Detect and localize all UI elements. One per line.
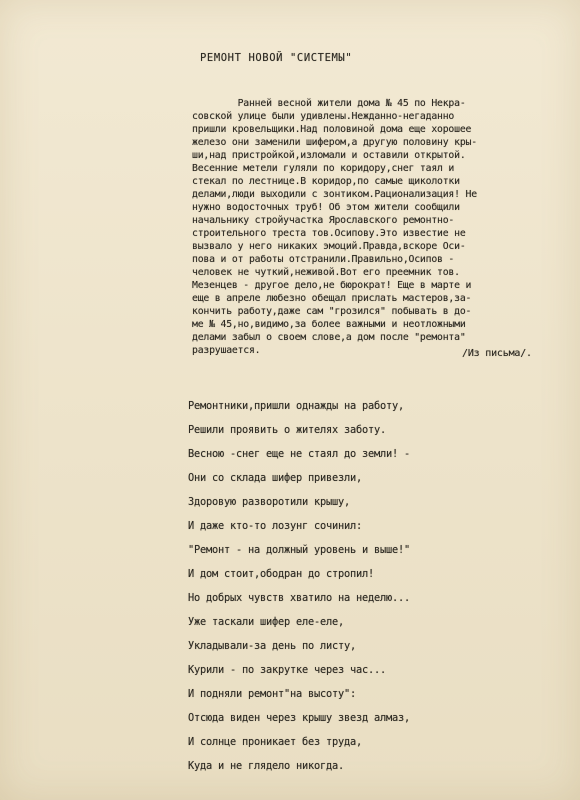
poem-line: И даже кто-то лозунг сочинил: xyxy=(188,520,362,532)
prose-line: Мезенцев - другое дело,не бюрократ! Еще в марте и xyxy=(192,280,472,291)
poem-line: И дом стоит,ободран до стропил! xyxy=(188,568,374,580)
prose-line: ши,над пристройкой,изломали и оставили открытой. xyxy=(192,150,466,161)
prose-line: делами,люди выходили с зонтиком.Рационализация! Не xyxy=(192,189,477,200)
prose-line: Ранней весной жители дома № 45 по Некра- xyxy=(192,98,466,109)
source-signature: /Из письма/. xyxy=(462,348,532,359)
poem-line: Укладывали-за день по листу, xyxy=(188,640,356,652)
poem-line: Отсюда виден через крышу звезд алмаз, xyxy=(188,712,410,724)
poem-line: Решили проявить о жителях заботу. xyxy=(188,424,386,436)
prose-line: пова и от работы отстранили.Правильно,Осипов - xyxy=(192,254,455,265)
prose-line: вызвало у него никаких эмоций.Правда,вскоре Оси- xyxy=(192,241,466,252)
prose-line: кончить работу,даже сам "грозился" побывать в до- xyxy=(192,306,472,317)
prose-line: Весенние метели гуляли по коридору,снег таял и xyxy=(192,163,455,174)
prose-line: железо они заменили шифером,а другую половину кры- xyxy=(192,137,477,148)
prose-line: разрушается. xyxy=(192,345,261,356)
prose-line: делами забыл о своем слове,а дом после "ремонта" xyxy=(192,332,466,343)
poem-line: Уже таскали шифер еле-еле, xyxy=(188,616,344,628)
poem-line: Ремонтники,пришли однажды на работу, xyxy=(188,400,404,412)
poem-line: Но добрых чувств хватило на неделю... xyxy=(188,592,410,604)
prose-line: нужно водосточных труб! Об этом жители сообщили xyxy=(192,202,460,213)
prose-line: строительного треста тов.Осипову.Это известие не xyxy=(192,228,466,239)
poem-line: И солнце проникает без труда, xyxy=(188,736,362,748)
poem-line: "Ремонт - на должный уровень и выше!" xyxy=(188,544,410,556)
poem-line: Курили - по закрутке через час... xyxy=(188,664,386,676)
page-title: РЕМОНТ НОВОЙ "СИСТЕМЫ" xyxy=(200,52,353,64)
poem-line: Здоровую разворотили крышу, xyxy=(188,496,350,508)
prose-line: стекал по лестнице.В коридор,по самые щиколотки xyxy=(192,176,460,187)
prose-line: ме № 45,но,видимо,за более важными и неотложными xyxy=(192,319,466,330)
poem-line: Весною -снег еще не стаял до земли! - xyxy=(188,448,410,460)
prose-line: совской улице были удивлены.Нежданно-негаданно xyxy=(192,111,455,122)
prose-line: пришли кровельщики.Над половиной дома еще хорошее xyxy=(192,124,472,135)
poem-line: Они со склада шифер привезли, xyxy=(188,472,362,484)
poem-line: И подняли ремонт"на высоту": xyxy=(188,688,356,700)
prose-line: еще в апреле любезно обещал прислать мастеров,за- xyxy=(192,293,472,304)
prose-line: начальнику стройучастка Ярославского ремонтно- xyxy=(192,215,455,226)
prose-line: человек не чуткий,неживой.Вот его преемник тов. xyxy=(192,267,460,278)
poem-line: Куда и не глядело никогда. xyxy=(188,760,344,772)
